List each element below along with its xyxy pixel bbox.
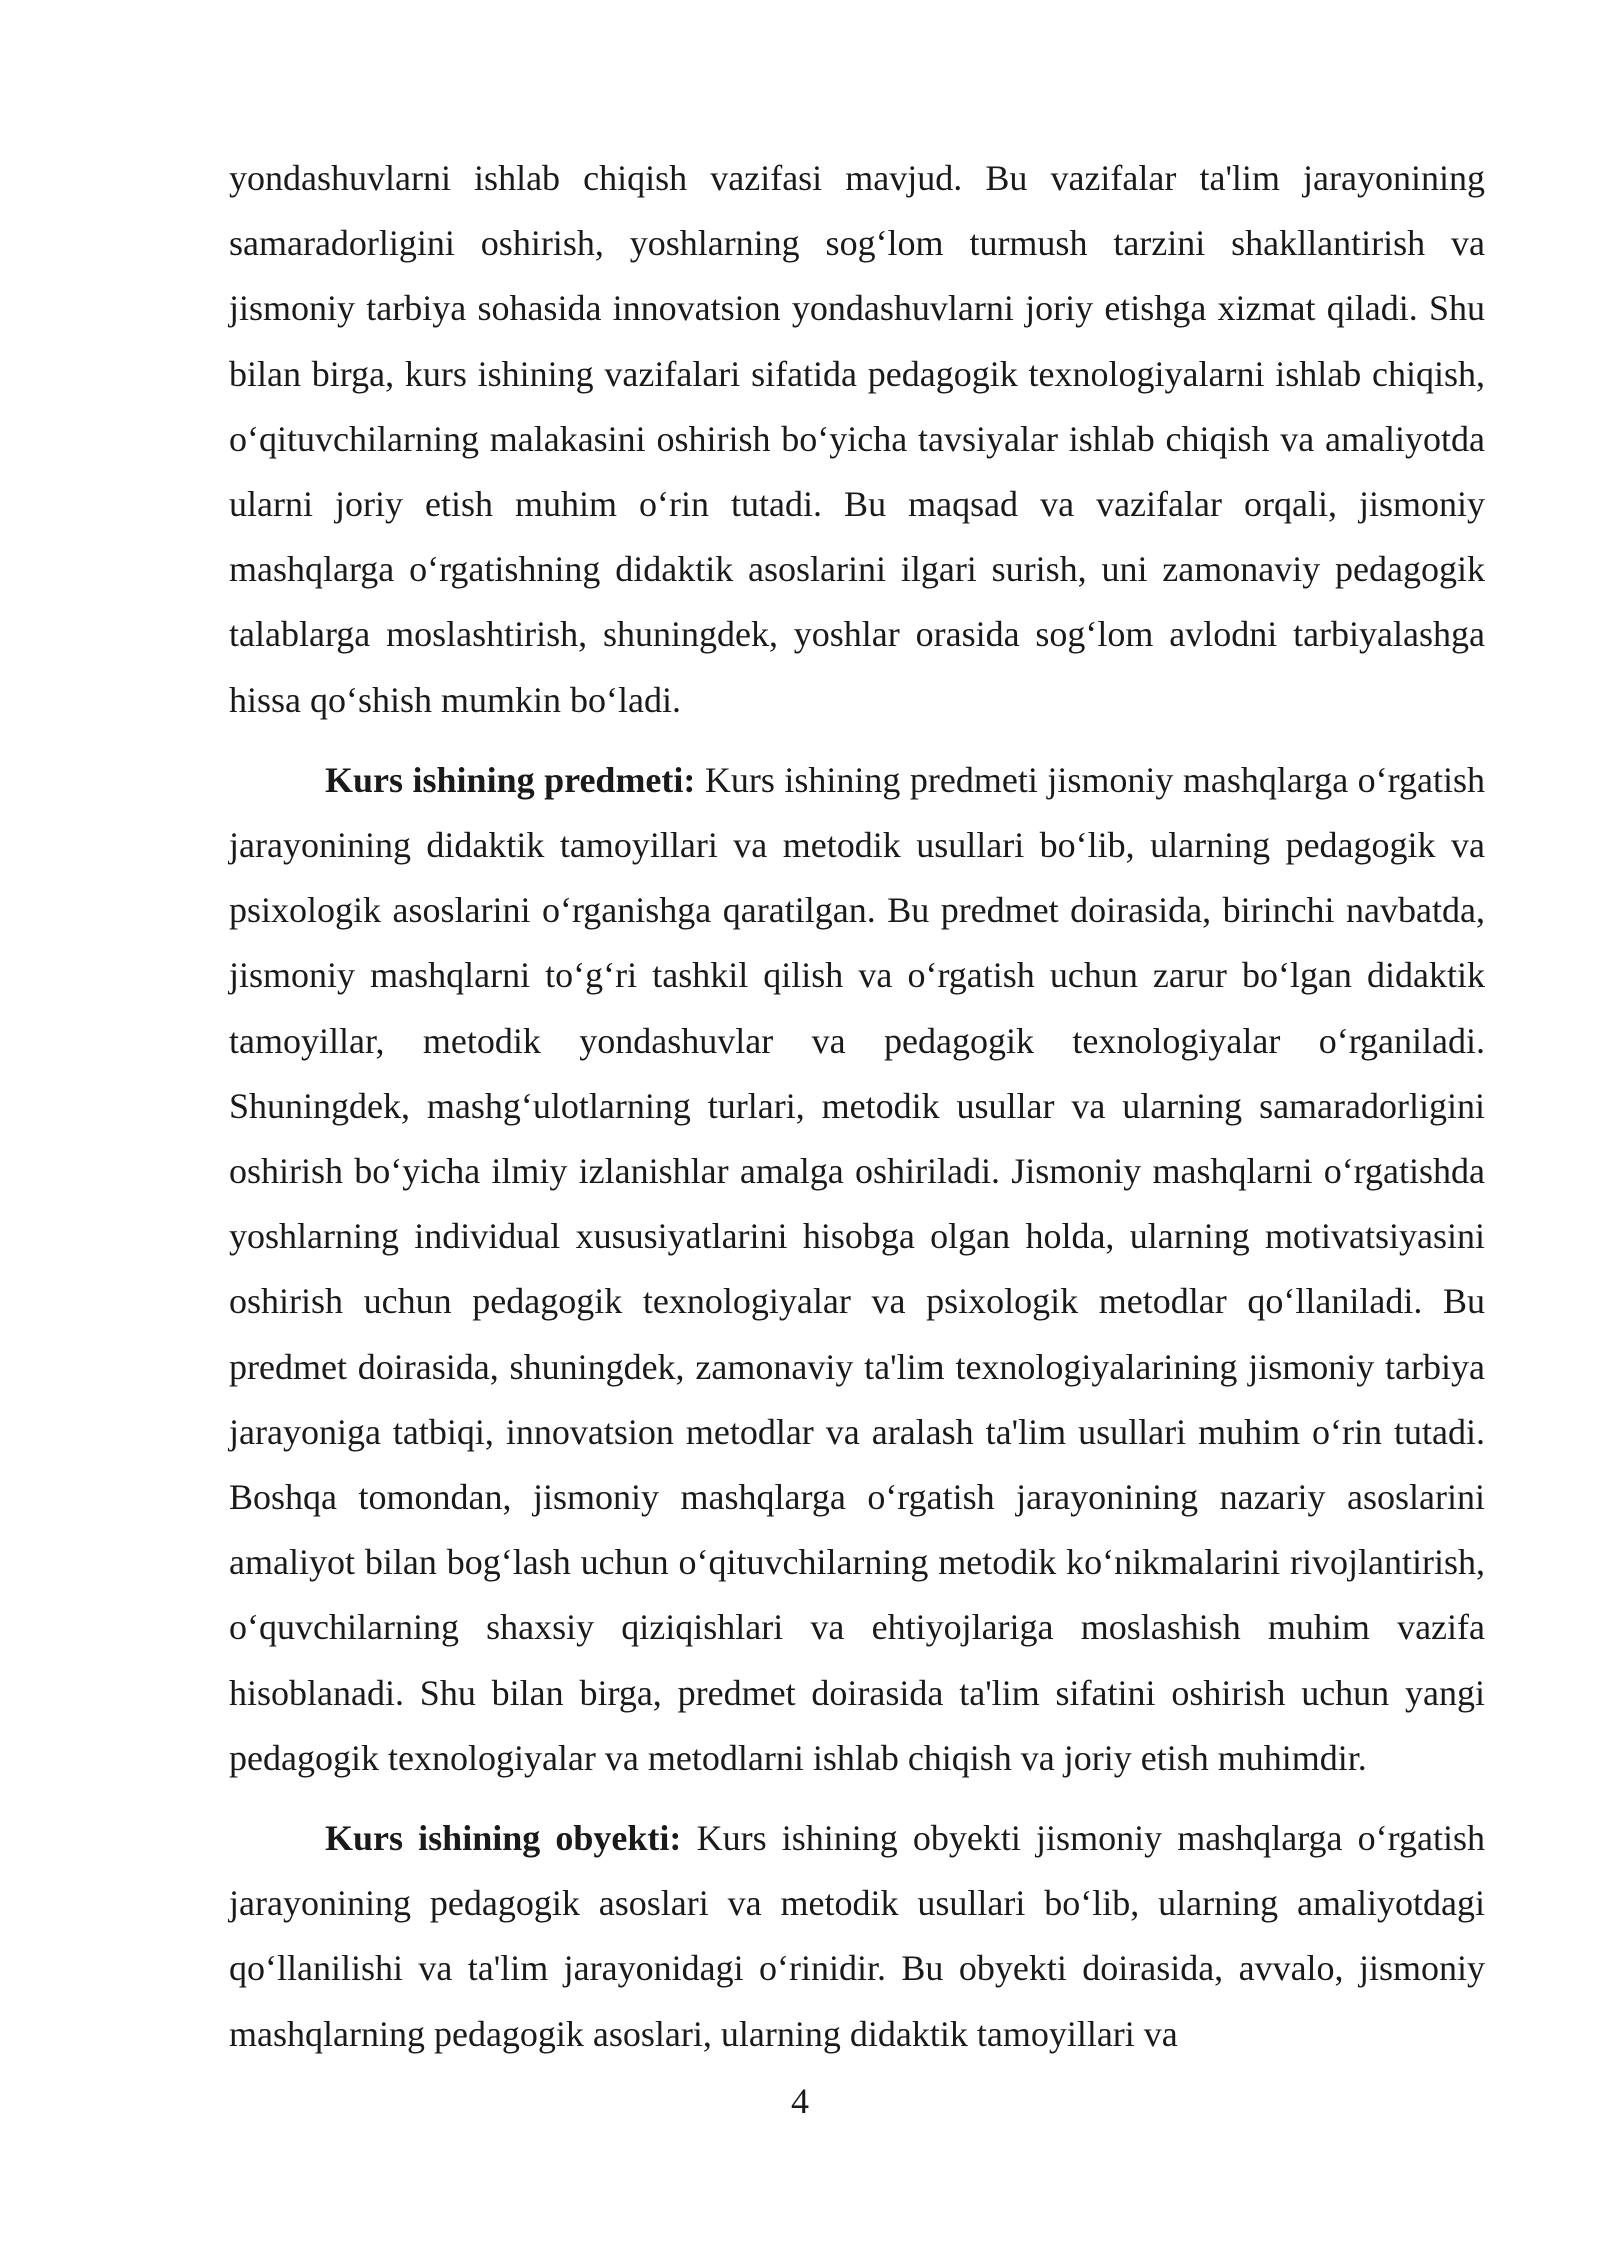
page-number: 4 <box>791 2081 809 2121</box>
document-page <box>229 146 1485 2067</box>
object-heading: Kurs ishining obyekti: <box>325 1818 682 1859</box>
subject-text: Kurs ishining predmeti jismoniy mashqlarga o‘rgatish jarayonining didaktik tamoyillari va metodik usullari bo‘lib, ularning pedagogik va psixologik asoslarini o‘rganishga qaratilgan. Bu predmet doirasida, birinchi navbatda, jismoniy mashqlarni to‘g‘ri tashkil qilish va o‘rgatish uchun zarur bo‘lgan didaktik tamoyillar, metodik yondashuvlar va pedagogik texnologiyalar o‘rganiladi. Shuningdek, mashg‘ulotlarning turlari, metodik usullar va ularning samaradorligini oshirish bo‘yicha ilmiy izlanishlar amalga oshiriladi. Jismoniy mashqlarni o‘rgatishda yoshlarning individual xususiyatlarini hisobga olgan holda, ularning motivatsiyasini oshirish uchun pedagogik texnologiyalar va psixologik metodlar qo‘llaniladi. Bu predmet doirasida, shuningdek, zamonaviy ta'lim texnologiyalarining jismoniy tarbiya jarayoniga tatbiqi, innovatsion metodlar va aralash ta'lim usullari muhim o‘rin tutadi. Boshqa tomondan, jismoniy mashqlarga o‘rgatish jarayonining nazariy asoslarini amaliyot bilan bog‘lash uchun o‘qituvchilarning metodik ko‘nikmalarini rivojlantirish, o‘quvchilarning shaxsiy qiziqishlari va ehtiyojlariga moslashish muhim vazifa hisoblanadi. Shu bilan birga, predmet doirasida ta'lim sifatini oshirish uchun yangi pedagogik texnologiyalar va metodlarni ishlab chiqish va joriy etish muhimdir. <box>229 759 1485 1778</box>
subject-heading: Kurs ishining predmeti: <box>325 759 696 800</box>
object-text: Kurs ishining obyekti jismoniy mashqlarga o‘rgatish jarayonining pedagogik asoslari va metodik usullari bo‘lib, ularning amaliyotdagi qo‘llanilishi va ta'lim jarayonidagi o‘rinidir. Bu obyekti doirasida, avvalo, jismoniy mashqlarning pedagogik asoslari, ularning didaktik tamoyillari va <box>229 1818 1485 2054</box>
paragraph-subject <box>229 748 1485 1791</box>
paragraph-continuation: yondashuvlarni ishlab chiqish vazifasi mavjud. Bu vazifalar ta'lim jarayonining samaradorligini oshirish, yoshlarning sog‘lom turmush tarzini shakllantirish va jismoniy tarbiya sohasida innovatsion yondashuvlarni joriy etishga xizmat qiladi. Shu bilan birga, kurs ishining vazifalari sifatida pedagogik texnologiyalarni ishlab chiqish, o‘qituvchilarning malakasini oshirish bo‘yicha tavsiyalar ishlab chiqish va amaliyotda ularni joriy etish muhim o‘rin tutadi. Bu maqsad va vazifalar orqali, jismoniy mashqlarga o‘rgatishning didaktik asoslarini ilgari surish, uni zamonaviy pedagogik talablarga moslashtirish, shuningdek, yoshlar orasida sog‘lom avlodni tarbiyalashga hissa qo‘shish mumkin bo‘ladi. <box>229 158 1485 720</box>
paragraph-object <box>229 1806 1485 2067</box>
